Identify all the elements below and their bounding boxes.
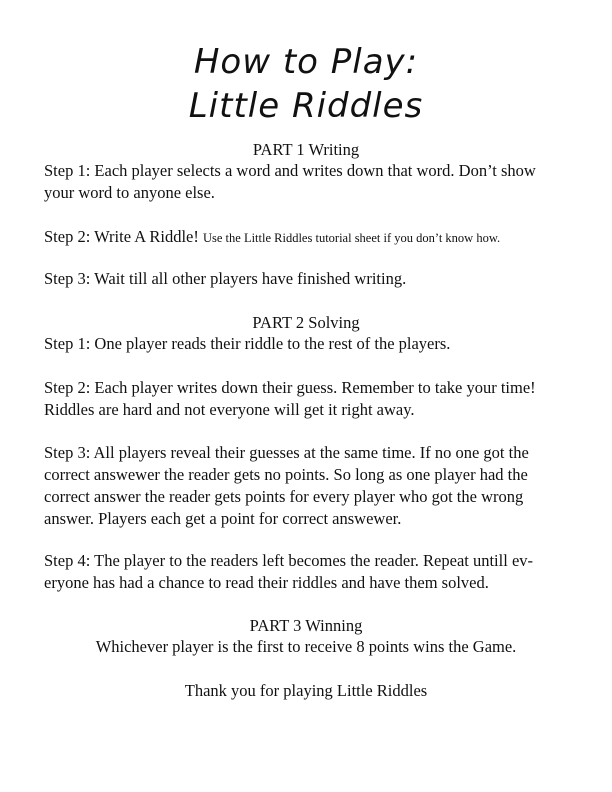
page-title-line-1: How to Play: (193, 42, 419, 82)
part1-step1 (44, 160, 574, 204)
page-title-line-2: Little Riddles (188, 86, 424, 126)
part2-step3-line4: answer. Players each get a point for correct answewer. (44, 509, 402, 528)
part2-step4 (44, 550, 574, 594)
part1-step1-line1: Step 1: Each player selects a word and writes down that word. Don’t show (44, 161, 536, 180)
part2-step1 (44, 333, 574, 355)
part2-step4-line2: eryone has had a chance to read their riddles and have them solved. (44, 573, 489, 592)
closing-text: Thank you for playing Little Riddles (184, 681, 428, 700)
part2-step4-line1: Step 4: The player to the readers left becomes the reader. Repeat untill ev- (44, 551, 534, 570)
part3-text: Whichever player is the first to receive 8 points wins the Game. (95, 637, 517, 656)
part2-step3-line1: Step 3: All players reveal their guesses at the same time. If no one got the (44, 443, 529, 462)
part2-step3-line3: correct answer the reader gets points for every player who got the wrong (44, 487, 524, 506)
part1-step2-line (44, 226, 574, 249)
part1-step3 (44, 268, 574, 290)
part1-step3-line1: Step 3: Wait till all other players have finished writing. (44, 269, 407, 288)
part2-step2-line1: Step 2: Each player writes down their guess. Remember to take your time! (44, 378, 536, 397)
part2-step2 (44, 377, 574, 421)
part2-heading: PART 2 Solving (252, 313, 360, 332)
part1-step1-line2: your word to anyone else. (44, 183, 215, 202)
part2-step1-line1: Step 1: One player reads their riddle to the rest of the players. (44, 334, 451, 353)
part1-step2-main: Step 2: Write A Riddle! (44, 227, 203, 246)
part1-step2 (44, 226, 574, 249)
part2-step3 (44, 442, 574, 530)
part2-step2-line2: Riddles are hard and not everyone will get it right away. (44, 400, 415, 419)
part1-heading: PART 1 Writing (252, 140, 360, 159)
part1-step2-note: Use the Little Riddles tutorial sheet if you don’t know how. (202, 231, 501, 245)
part2-step3-line2: correct answewer the reader gets no points. So long as one player had the (44, 465, 528, 484)
part3-heading: PART 3 Winning (249, 616, 363, 635)
